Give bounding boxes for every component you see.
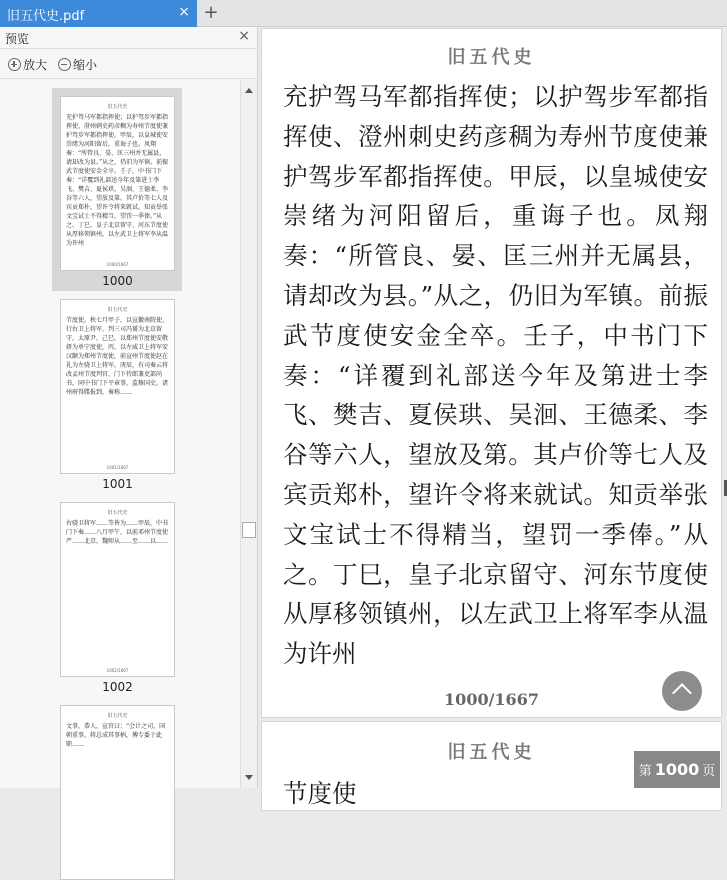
- page-running-header: 旧五代史: [447, 742, 536, 763]
- thumbnail-page-1001[interactable]: [60, 299, 175, 474]
- page-running-header: 旧五代史: [447, 47, 536, 68]
- tab-title: 旧五代史.pdf: [7, 9, 85, 24]
- thumbnail-text: 充护驾马军都指挥使；以护驾步军都指挥使、澄州刺史药彦稠为寿州节度使兼护驾步军都指挥使。甲辰，以皇城使安崇绪为河阳留后，重诲子也。凤翔奏：“所管良、晏、匡三州并无属县，请却改为县。”从之，仍旧为军镇。前振武节度使安金全卒。壬子，中书门下奏：“详覆到礼部送今年及第进士李飞、樊吉、夏侯珙、吴洄、王德柔、李谷等六人，望放及第。其卢价等七人及宾贡郑朴，望许令将来就试。知贡举张文宝试士不得精当，望罚一季俸。”从之。丁巳，皇子北京留守、河东节度使从厚移领镇州，以左武卫上将军李从温为许州: [66, 114, 169, 247]
- zoom-out-button[interactable]: [58, 56, 97, 72]
- thumbnail-text: 文事，恭人，宣官曰：“会计之司，国朝重事，将总成其事柄，傅专委于此职……: [66, 723, 166, 748]
- new-tab-button[interactable]: +: [203, 2, 219, 23]
- thumbnail-label: 1001: [102, 477, 133, 491]
- document-viewer[interactable]: [259, 27, 727, 808]
- scrollbar-thumb[interactable]: [242, 522, 256, 538]
- thumbnail-scrollbar[interactable]: [240, 80, 257, 788]
- page-number-footer: 1000/1667: [444, 690, 539, 709]
- thumbnail-page-1002[interactable]: [60, 502, 175, 677]
- thumbnail-page-1000[interactable]: [60, 96, 175, 271]
- thumbnail-header: 旧五代史: [107, 713, 128, 719]
- page-indicator-prefix: 第: [638, 764, 652, 779]
- zoom-out-label: 缩小: [73, 58, 98, 72]
- thumbnail-footer: 1001/1667: [106, 465, 129, 470]
- page-indicator-suffix: 页: [702, 764, 716, 779]
- preview-sidebar: [0, 27, 258, 788]
- page-body-text: 充护驾马军都指挥使；以护驾步军都指挥使、澄州刺史药彦稠为寿州节度使兼护驾步军都指挥使。甲辰，以皇城使安崇绪为河阳留后，重诲子也。凤翔奏：“所管良、晏、匡三州并无属县，请却改为县。”从之，仍旧为军镇。前振武节度使安金全卒。壬子，中书门下奏：“详覆到礼部送今年及第进士李飞、樊吉、夏侯珙、吴洄、王德柔、李谷等六人，望放及第。其卢价等七人及宾贡郑朴，望许令将来就试。知贡举张文宝试士不得精当，望罚一季俸。”从之。丁巳，皇子北京留守、河东节度使从厚移领镇州，以左武卫上将军李从温为许州: [283, 82, 708, 669]
- thumbnail-list: [0, 80, 240, 788]
- sidebar-title: 预览: [5, 32, 30, 46]
- document-page: [261, 28, 722, 718]
- zoom-in-label: 放大: [23, 58, 48, 72]
- page-indicator-badge: [634, 751, 720, 788]
- thumbnail-header: 旧五代史: [107, 104, 128, 110]
- back-to-top-icon[interactable]: [662, 671, 702, 711]
- thumbnail-footer: 1002/1667: [106, 668, 129, 673]
- sidebar-header: [0, 27, 258, 49]
- page-indicator-number: 1000: [654, 760, 700, 779]
- thumbnail-text: 右骁卫将军……等皆为……甲辰，中书门下奏……八月甲午，以前邓州节度使严……北京，魏师从……至……以……: [66, 520, 169, 545]
- zoom-in-icon: [8, 58, 21, 71]
- scroll-down-icon[interactable]: [245, 775, 253, 780]
- sidebar-close-icon[interactable]: ×: [238, 28, 250, 44]
- thumbnail-header: 旧五代史: [107, 307, 128, 313]
- thumbnail-header: 旧五代史: [107, 510, 128, 516]
- thumbnail-toolbar: [0, 49, 258, 79]
- thumbnail-label: 1000: [102, 274, 133, 288]
- zoom-out-icon: [58, 58, 71, 71]
- close-tab-icon[interactable]: ×: [178, 4, 190, 20]
- page-body-text: 节度使: [283, 779, 357, 808]
- thumbnail-label: 1002: [102, 680, 133, 694]
- thumbnail-text: 节度使。秋七月甲子，以宣徽南院使、行右卫上将军、判三司冯赟为北京留守，太原尹，己巳，以郑州节度使安敬妍为单宁度使，丙，以左威卫上将军安汉颙为郑州节度使，前宣州节度使赵在礼为左骁卫上将军。庚辰，有司奏云将改孟州节度判官，门下侍郎兼吏部尚书，同中书门下平章事，监修国史。诸州府得牒报到，奏称……: [66, 317, 169, 396]
- zoom-in-button[interactable]: [8, 56, 47, 72]
- thumbnail-footer: 1000/1667: [106, 262, 129, 267]
- document-tab[interactable]: [0, 0, 197, 27]
- tab-bar: [0, 0, 727, 27]
- thumbnail-page-1003[interactable]: [60, 705, 175, 880]
- scroll-up-icon[interactable]: [245, 88, 253, 93]
